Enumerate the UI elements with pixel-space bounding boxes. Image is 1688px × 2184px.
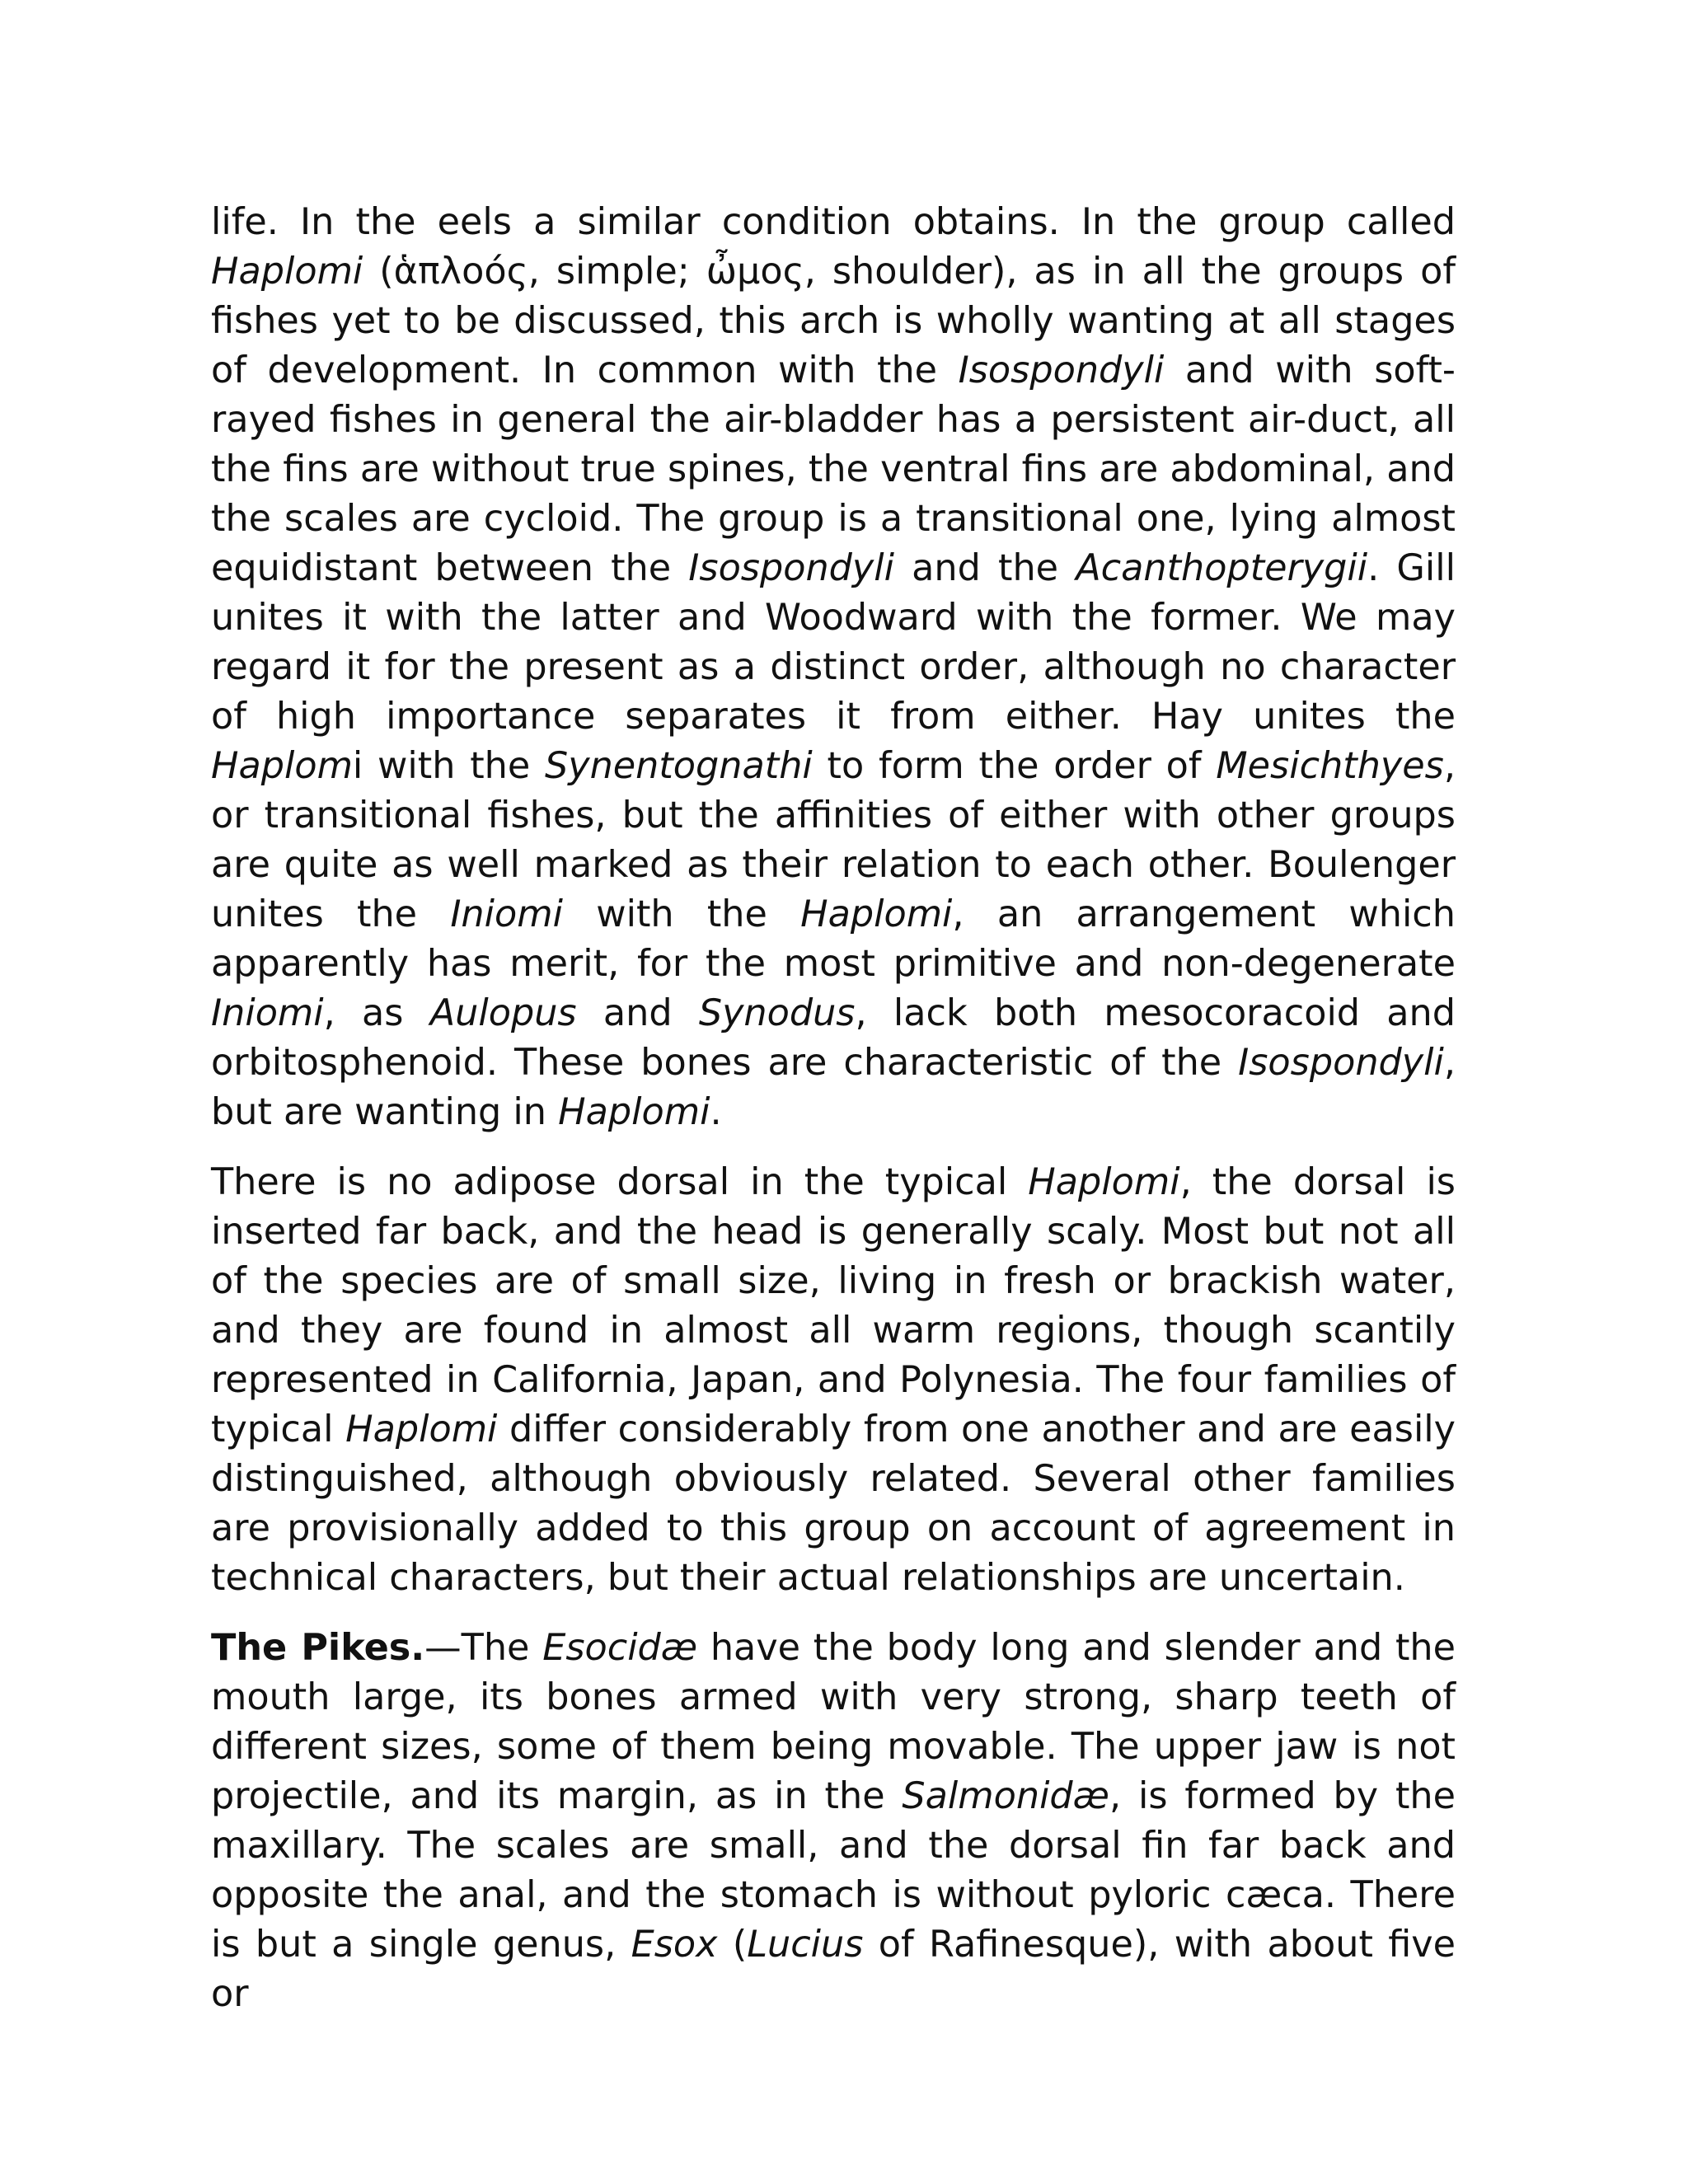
text-run: ( — [717, 1924, 748, 1966]
text-run: , the dorsal is inserted far back, and the head is generally scaly. Most but not all of the species are of small size, living in fresh or brackish water, and they are found in almost all warm regions, though scantily represented in California, Japan, and Polynesia. The four families of typical — [211, 1161, 1456, 1451]
text-run: and with soft-rayed fishes in general the air-bladder has a persistent air-duct, all the fins are without true spines, the ventral fins are abdominal, and the scales are cycloid. The group is a transitional one, lying almost equidistant between the — [211, 349, 1456, 589]
italic-term: Haplomi — [800, 893, 953, 935]
italic-term: Aulopus — [429, 992, 577, 1034]
text-run: (ἁπλοός, simple; ὦμος, shoulder), as in all the groups of fishes yet to be discussed, this arch is wholly wanting at all stages of development. In common with the — [211, 251, 1456, 391]
text-run: life. In the eels a similar condition obtains. In the group called — [211, 201, 1456, 243]
italic-term: Isospondyli — [688, 547, 894, 589]
text-run: , lack both mesocoracoid and orbitosphenoid. These bones are characteristic of the — [211, 992, 1456, 1084]
document-page — [211, 198, 1456, 2040]
text-run: There is no adipose dorsal in the typical — [211, 1161, 1029, 1203]
text-run: differ considerably from one another and are easily distinguished, although obviously related. Several other families are provisionally added to this group on account of agreement in technical characters, but their actual relationships are uncertain. — [211, 1408, 1456, 1599]
paragraph-haplomi-characters — [211, 1158, 1456, 1603]
italic-term: Haplomi — [558, 1091, 710, 1133]
italic-term: Haplomi — [211, 251, 363, 293]
italic-term: Mesichthyes — [1216, 745, 1444, 787]
italic-term: Haplom — [211, 745, 353, 787]
italic-term: Haplomi — [345, 1408, 498, 1451]
text-run: , an arrangement which apparently has merit, for the most primitive and non-degenerate — [211, 893, 1456, 985]
paragraph-the-pikes — [211, 1624, 1456, 2019]
italic-term: Isospondyli — [958, 349, 1165, 391]
italic-term: Lucius — [747, 1924, 864, 1966]
italic-term: Esocidæ — [542, 1627, 698, 1669]
text-run: . Gill unites it with the latter and Woodward with the former. We may regard it for the present as a distinct order, although no character of high importance separates it from either. Hay unites the — [211, 547, 1456, 738]
text-run: to form the order of — [812, 745, 1217, 787]
text-run: i with the — [352, 745, 545, 787]
text-run: —The — [424, 1627, 543, 1669]
paragraph-haplomi-intro — [211, 198, 1456, 1137]
text-run: and the — [893, 547, 1076, 589]
italic-term: Haplomi — [1028, 1161, 1180, 1203]
text-run: have the body long and slender and the mouth large, its bones armed with very strong, sharp teeth of different sizes, some of them being movable. The upper jaw is not projectile, and its margin, as in the — [211, 1627, 1456, 1817]
italic-term: Iniomi — [450, 893, 563, 935]
text-run: . — [710, 1091, 722, 1133]
section-heading: The Pikes. — [211, 1627, 425, 1669]
italic-term: Synentognathi — [544, 745, 813, 787]
text-run: and — [576, 992, 699, 1034]
italic-term: Synodus — [698, 992, 856, 1034]
text-run: , but are wanting in — [211, 1042, 1456, 1133]
italic-term: Esox — [631, 1924, 718, 1966]
text-run: , as — [323, 992, 430, 1034]
italic-term: Salmonidæ — [902, 1775, 1109, 1817]
text-run: of Rafinesque), with about five or — [211, 1924, 1456, 2015]
italic-term: Acanthopterygii — [1076, 547, 1368, 589]
text-run: , is formed by the maxillary. The scales are small, and the dorsal fin far back and opposite the anal, and the stomach is without pyloric cæca. There is but a single genus, — [211, 1775, 1456, 1966]
italic-term: Iniomi — [211, 992, 324, 1034]
italic-term: Isospondyli — [1238, 1042, 1444, 1084]
text-run: , or transitional fishes, but the affinities of either with other groups are quite as well marked as their relation to each other. Boulenger unites the — [211, 745, 1456, 935]
text-run: with the — [562, 893, 801, 935]
